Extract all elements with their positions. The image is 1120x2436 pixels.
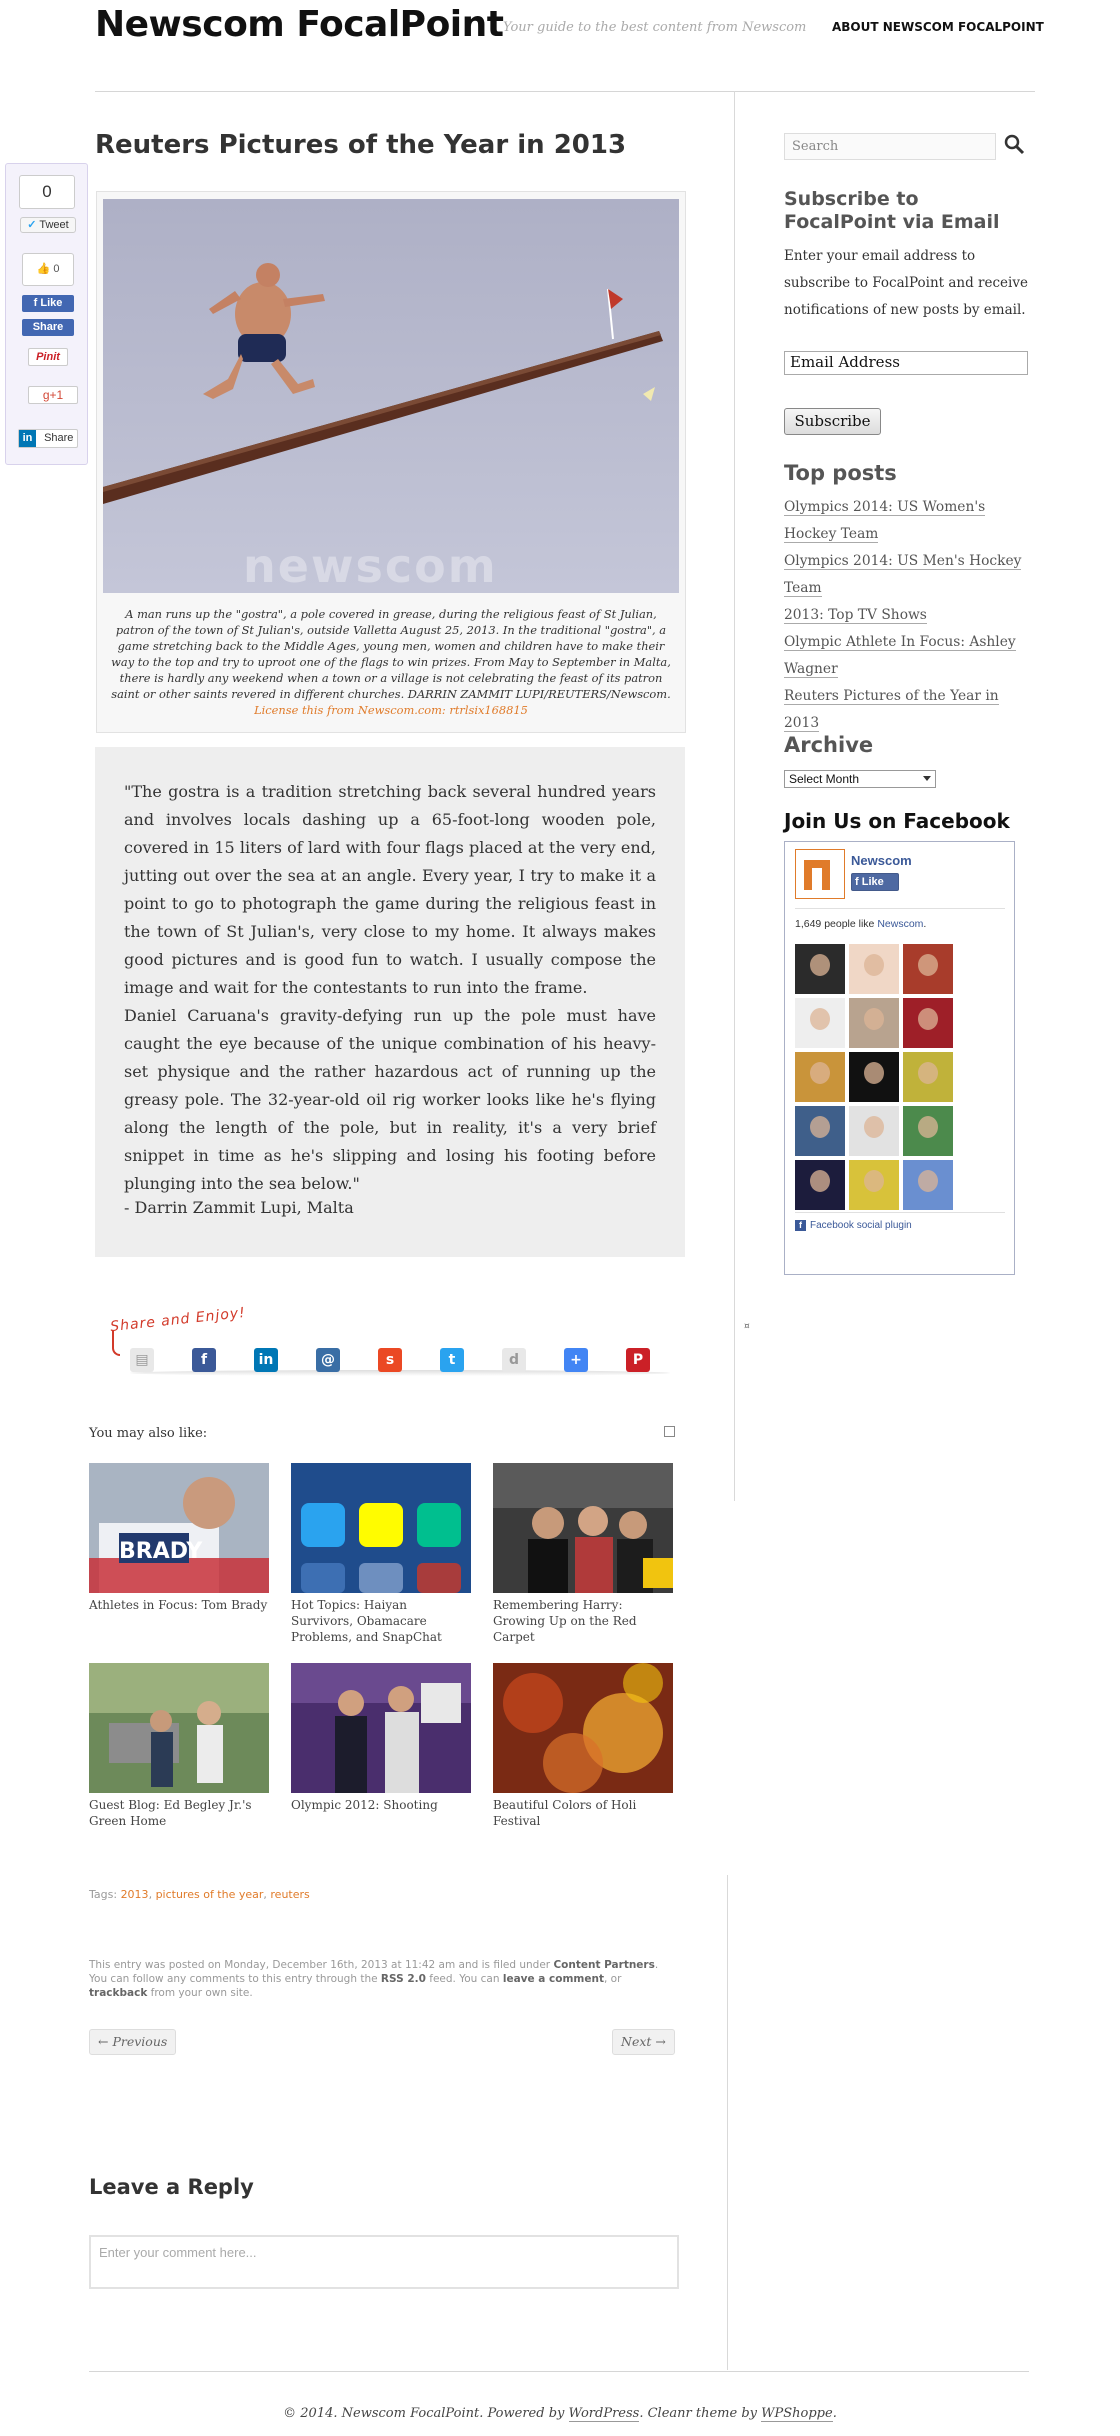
post-tags: Tags: 2013, pictures of the year, reuters <box>89 1888 310 1901</box>
facebook-page-like-label: Like <box>861 876 884 888</box>
subscribe-description: Enter your email address to subscribe to FocalPoint and receive notifications of new posts by email. <box>784 248 1028 318</box>
google-icon[interactable]: + <box>564 1348 588 1372</box>
footer-text: . <box>832 2406 837 2421</box>
print-icon[interactable]: ▤ <box>130 1348 154 1372</box>
fan-avatar[interactable] <box>795 1106 845 1156</box>
site-title[interactable]: Newscom FocalPoint <box>95 4 504 45</box>
related-caption[interactable]: Guest Blog: Ed Begley Jr.'s Green Home <box>89 1798 252 1828</box>
fan-avatar[interactable] <box>849 944 899 994</box>
entry-meta <box>89 1958 679 2000</box>
ed-begley-home-image <box>89 1663 269 1793</box>
related-thumb[interactable] <box>493 1663 673 1793</box>
license-link[interactable]: License this from Newscom.com: rtrlsix168815 <box>254 703 528 717</box>
fan-avatar[interactable] <box>849 1160 899 1210</box>
fan-avatar[interactable] <box>903 998 953 1048</box>
fb-count-text: 1,649 people like <box>795 918 878 930</box>
resize-handle-icon[interactable]: ¤ <box>744 1322 750 1332</box>
post-title[interactable]: Reuters Pictures of the Year in 2013 <box>95 130 627 160</box>
pinterest-icon[interactable]: P <box>626 1348 650 1372</box>
fan-avatar[interactable] <box>849 1106 899 1156</box>
meta-text: feed. You can <box>425 1973 503 1985</box>
fan-avatar[interactable] <box>795 944 845 994</box>
meta-text: from your own site. <box>147 1987 253 1999</box>
tag-link[interactable]: reuters <box>270 1888 310 1901</box>
like-count-value: 0 <box>53 263 60 275</box>
fan-avatar[interactable] <box>795 1160 845 1210</box>
tweet-count: 0 <box>19 175 75 209</box>
photo-caption <box>108 606 674 718</box>
about-link[interactable]: ABOUT NEWSCOM FOCALPOINT <box>832 20 1044 34</box>
quote-paragraph-2: Daniel Caruana's gravity-defying run up the pole must have caught the eye because of the unique combination of his heavy-set physique and the rather hazardous act of running up the greasy pole. The 32-year-old oil rig worker looks like he's flying along the length of the pole, but in reality, it's a very brief snippet in time as he's slipping and losing his footing before plunging into the sea below." <box>124 1006 656 1193</box>
digg-icon[interactable]: d <box>502 1348 526 1372</box>
fan-avatar[interactable] <box>795 998 845 1048</box>
site-tagline: Your guide to the best content from Newscom <box>503 20 807 35</box>
fb-divider <box>795 908 1005 909</box>
newscom-logo[interactable] <box>795 849 845 899</box>
fan-avatar[interactable] <box>903 944 953 994</box>
tweet-label: Tweet <box>39 219 69 231</box>
you-may-also-like-title: You may also like: <box>89 1426 208 1441</box>
tom-brady-image <box>89 1463 269 1593</box>
fb-count-link[interactable]: Newscom <box>877 918 924 930</box>
related-thumb[interactable] <box>291 1663 471 1793</box>
google-plus-button[interactable]: g+1 <box>28 386 78 404</box>
rss-link[interactable]: RSS 2.0 <box>380 1973 426 1985</box>
facebook-like-label: Like <box>40 297 63 309</box>
top-post-link[interactable]: Reuters Pictures of the Year in 2013 <box>784 688 999 731</box>
archive-heading: Archive <box>784 733 874 757</box>
quote-author: - Darrin Zammit Lupi, Malta <box>124 1198 354 1217</box>
caption-text: A man runs up the "gostra", a pole covered in grease, during the religious feast of St Julian, patron of the town of St Julian's, outside Valletta August 25, 2013. In the traditional "gostra", a game stretching back to the Middle Ages, young men, women and children have to make their way to the top and try to uproot one of the flags to win prizes. From May to September in Malta, there is hardly any weekend when a town or a village is not celebrating the feast of its patron saint or other saints revered in different churches. DARRIN ZAMMIT LUPI/REUTERS/Newscom. <box>111 607 671 701</box>
linkedin-share-button[interactable] <box>18 429 78 448</box>
footer-text: . Cleanr theme by <box>639 2406 762 2421</box>
quote-paragraph-1: "The gostra is a tradition stretching back several hundred years and involves locals dashing up a 65-foot-long wooden pole, covered in 15 liters of lard with four flags placed at the very end, jutting out over the sea at an angle. Every year, I try to make it a point to go to photograph the game during the religious feast in the town of St Julian's, very close to my home. It always makes good pictures and is good fun to watch. I usually compose the image and wait for the contestants to run into the frame. <box>124 782 656 997</box>
related-caption[interactable]: Athletes in Focus: Tom Brady <box>89 1598 268 1612</box>
wpshoppe-link[interactable]: WPShoppe <box>761 2406 833 2421</box>
holi-festival-image <box>493 1663 673 1793</box>
watermark: newscom <box>243 539 498 593</box>
category-link[interactable]: Content Partners <box>553 1959 655 1971</box>
top-post-link[interactable]: Olympic Athlete In Focus: Ashley Wagner <box>784 634 1016 677</box>
share-and-enjoy-label: Share and Enjoy! <box>109 1304 247 1336</box>
fb-plugin-label: Facebook social plugin <box>810 1220 912 1231</box>
fan-avatar[interactable] <box>903 1106 953 1156</box>
fan-avatar[interactable] <box>903 1052 953 1102</box>
email-field-value: Email Address <box>790 353 900 371</box>
tag-link[interactable]: pictures of the year <box>155 1888 264 1901</box>
archive-select-value: Select Month <box>789 772 860 786</box>
linkedin-share-label: Share <box>44 432 74 444</box>
facebook-page-name[interactable]: Newscom <box>851 853 912 868</box>
share-icons-row <box>130 1348 670 1380</box>
top-posts-list <box>784 494 1034 737</box>
post-photo[interactable] <box>103 199 679 593</box>
twitter-icon[interactable]: t <box>440 1348 464 1372</box>
trackback-link[interactable]: trackback <box>89 1987 148 1999</box>
column-divider-lower <box>727 1875 728 2370</box>
fan-avatar[interactable] <box>795 1052 845 1102</box>
facebook-icon[interactable]: f <box>192 1348 216 1372</box>
thumbs-up-icon: 👍 <box>36 263 51 275</box>
tags-label: Tags: <box>89 1888 118 1901</box>
pinterest-button[interactable]: Pinit <box>28 348 68 366</box>
facebook-heading: Join Us on Facebook <box>784 809 1010 833</box>
facebook-page-like-button[interactable] <box>851 873 899 891</box>
footer <box>0 2406 1120 2421</box>
floating-share-bar <box>5 163 88 465</box>
top-posts-heading: Top posts <box>784 461 897 485</box>
related-caption[interactable]: Remembering Harry: Growing Up on the Red Carpet <box>493 1598 637 1644</box>
footer-divider <box>89 2371 1029 2372</box>
fan-avatar[interactable] <box>849 998 899 1048</box>
harry-potter-cast-image <box>493 1463 673 1593</box>
search-icon[interactable] <box>1003 133 1027 157</box>
related-caption[interactable]: Hot Topics: Haiyan Survivors, Obamacare Problems, and SnapChat <box>291 1598 442 1644</box>
fan-avatar[interactable] <box>903 1160 953 1210</box>
stumbleupon-icon[interactable]: s <box>378 1348 402 1372</box>
facebook-social-plugin[interactable] <box>795 1220 912 1231</box>
archive-select[interactable] <box>784 770 936 788</box>
snapchat-image <box>291 1463 471 1593</box>
facebook-share-button[interactable]: Share <box>22 319 74 336</box>
facebook-like-count <box>795 918 926 930</box>
subscribe-button[interactable]: Subscribe <box>784 408 881 435</box>
top-post-link[interactable]: 2013: Top TV Shows <box>784 607 927 623</box>
chevron-down-icon <box>923 776 931 781</box>
email-icon[interactable]: @ <box>316 1348 340 1372</box>
like-count <box>22 253 74 286</box>
tweet-button[interactable] <box>20 217 76 233</box>
twitter-icon: ✓ <box>27 219 37 231</box>
quote-text <box>124 778 656 1198</box>
next-post-button[interactable]: Next → <box>612 2029 675 2055</box>
fb-divider <box>795 1212 1005 1213</box>
top-post-link[interactable]: Olympics 2014: US Men's Hockey Team <box>784 553 1022 596</box>
comment-placeholder: Enter your comment here... <box>99 2245 257 2260</box>
related-caption[interactable]: Olympic 2012: Shooting <box>291 1798 438 1812</box>
meta-text: . You can follow any comments to this entry through the <box>89 1959 659 1985</box>
popout-icon[interactable] <box>664 1426 675 1437</box>
wordpress-link[interactable]: WordPress <box>568 2406 640 2421</box>
comment-textarea[interactable] <box>89 2235 679 2289</box>
linkedin-icon[interactable]: in <box>254 1348 278 1372</box>
leave-comment-link[interactable]: leave a comment <box>502 1973 604 1985</box>
previous-post-button[interactable]: ← Previous <box>89 2029 176 2055</box>
meta-text: This entry was posted on Monday, December 16th, 2013 at 11:42 am and is filed under <box>89 1959 554 1971</box>
greasy-pole-photo <box>103 199 679 593</box>
facebook-like-button[interactable] <box>22 295 74 312</box>
linkedin-icon: in <box>19 430 36 447</box>
arrow-icon <box>112 1330 120 1356</box>
related-caption[interactable]: Beautiful Colors of Holi Festival <box>493 1798 637 1828</box>
facebook-icon: f <box>795 1220 806 1231</box>
search-placeholder: Search <box>792 139 839 154</box>
meta-text: , or <box>603 1973 622 1985</box>
related-thumb[interactable] <box>291 1463 471 1593</box>
column-divider <box>734 91 735 1501</box>
facebook-icon: f <box>855 876 859 888</box>
related-thumb[interactable] <box>89 1663 269 1793</box>
subscribe-heading: Subscribe to FocalPoint via Email <box>784 188 1000 233</box>
fb-count-end: . <box>923 918 927 930</box>
svg-text:BRADY: BRADY <box>119 1539 203 1564</box>
related-thumb[interactable] <box>493 1463 673 1593</box>
facebook-icon: f <box>33 297 38 309</box>
olympic-shooting-image <box>291 1663 471 1793</box>
reply-title: Leave a Reply <box>89 2175 254 2199</box>
top-post-link[interactable]: Olympics 2014: US Women's Hockey Team <box>784 499 986 542</box>
fan-avatar[interactable] <box>849 1052 899 1102</box>
header-divider <box>95 91 1035 92</box>
tag-link[interactable]: 2013 <box>120 1888 149 1901</box>
related-thumb[interactable] <box>89 1463 269 1593</box>
footer-text: © 2014. Newscom FocalPoint. Powered by <box>283 2406 569 2421</box>
